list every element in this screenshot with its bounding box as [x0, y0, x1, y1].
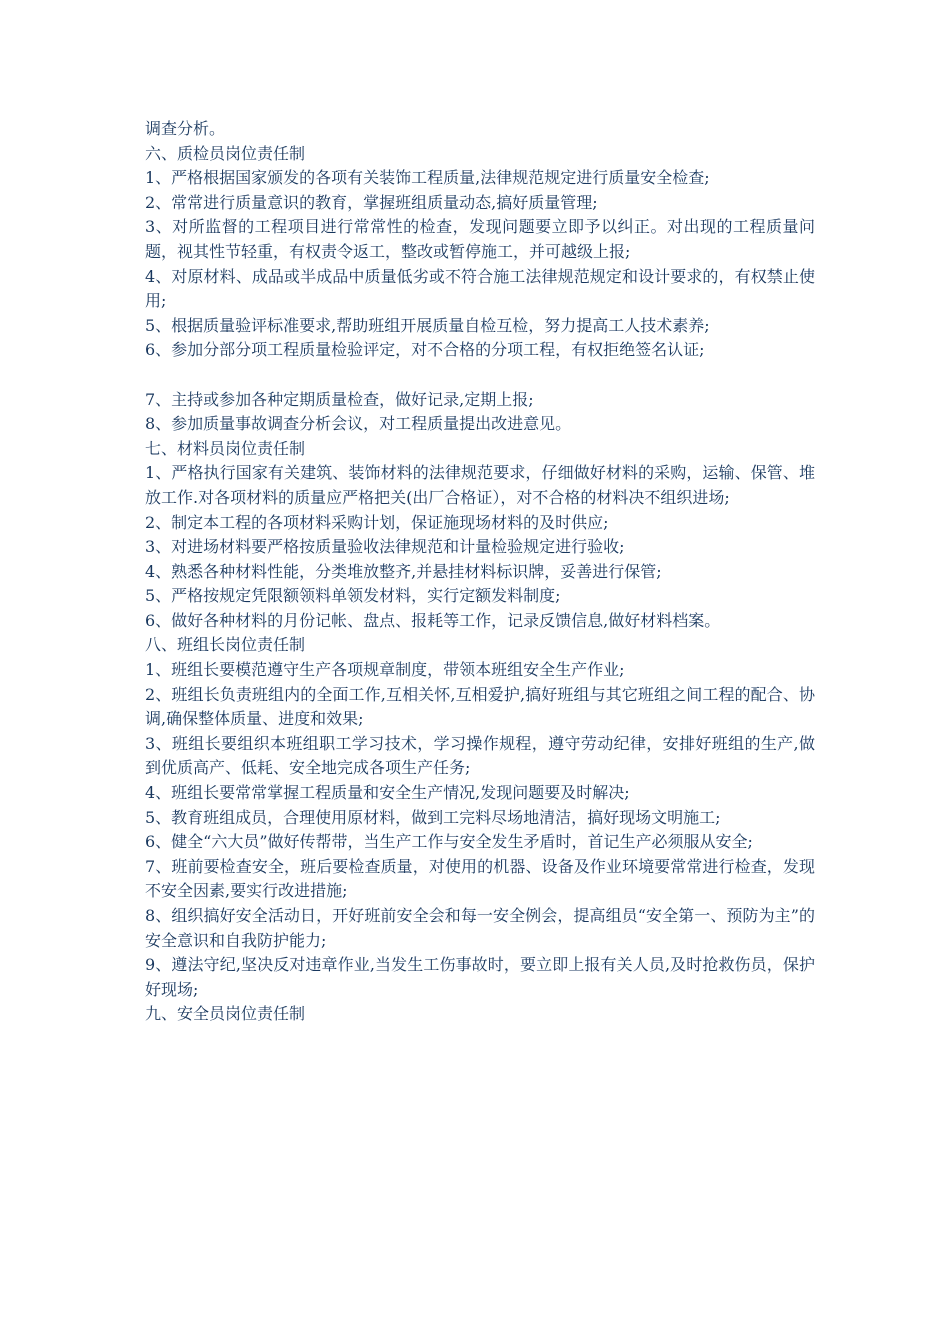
paragraph: 7、主持或参加各种定期质量检查，做好记录,定期上报;: [145, 389, 534, 409]
section-heading: 八、班组长岗位责任制: [145, 635, 306, 655]
paragraph: 5、严格按规定凭限额领料单领发材料，实行定额发料制度;: [145, 586, 561, 606]
paragraph: 6、健全“六大员”做好传帮带，当生产工作与安全发生矛盾时，首记生产必须服从安全;: [145, 832, 753, 852]
paragraph: 8、组织搞好安全活动日，开好班前安全会和每一安全例会，提高组员“安全第一、预防为主”的安全意识和自我防护能力;: [145, 906, 815, 950]
paragraph: 6、参加分部分项工程质量检验评定，对不合格的分项工程，有权拒绝签名认证;: [145, 340, 705, 360]
paragraph: 3、班组长要组织本班组职工学习技术，学习操作规程，遵守劳动纪律，安排好班组的生产,做到优质高产、低耗、安全地完成各项生产任务;: [145, 733, 815, 778]
section-heading: 七、材料员岗位责任制: [145, 438, 306, 458]
document-body: [145, 117, 815, 1027]
paragraph: 调查分析。: [145, 119, 226, 138]
paragraph: 4、对原材料、成品或半成品中质量低劣或不符合施工法律规范规定和设计要求的，有权禁止使用;: [145, 266, 815, 311]
paragraph: 1、严格根据国家颁发的各项有关装饰工程质量,法律规范规定进行质量安全检查;: [145, 168, 710, 188]
paragraph: 3、对所监督的工程项目进行常常性的检查，发现问题要立即予以纠正。对出现的工程质量问题，视其性节轻重，有权责令返工，整改或暂停施工，并可越级上报;: [145, 217, 815, 261]
paragraph: 6、做好各种材料的月份记帐、盘点、报耗等工作，记录反馈信息,做好材料档案。: [145, 610, 721, 630]
paragraph: 1、严格执行国家有关建筑、装饰材料的法律规范要求，仔细做好材料的采购，运输、保管、堆放工作.对各项材料的质量应严格把关(出厂合格证），对不合格的材料决不组织进场;: [145, 463, 815, 507]
paragraph: 2、常常进行质量意识的教育，掌握班组质量动态,搞好质量管理;: [145, 192, 598, 212]
paragraph: 2、制定本工程的各项材料采购计划，保证施现场材料的及时供应;: [145, 512, 609, 532]
paragraph: 5、教育班组成员，合理使用原材料，做到工完料尽场地清洁，搞好现场文明施工;: [145, 807, 721, 827]
paragraph: 5、根据质量验评标准要求,帮助班组开展质量自检互检，努力提高工人技术素养;: [145, 315, 710, 335]
paragraph: 4、班组长要常常掌握工程质量和安全生产情况,发现问题要及时解决;: [145, 783, 630, 803]
section-heading: 六、质检员岗位责任制: [145, 143, 306, 163]
section-heading: 九、安全员岗位责任制: [145, 1004, 306, 1024]
paragraph: 1、班组长要模范遵守生产各项规章制度，带领本班组安全生产作业;: [145, 660, 625, 680]
paragraph: 4、熟悉各种材料性能，分类堆放整齐,并悬挂材料标识牌，妥善进行保管;: [145, 561, 662, 581]
paragraph: 3、对进场材料要严格按质量验收法律规范和计量检验规定进行验收;: [145, 537, 625, 557]
paragraph: 7、班前要检查安全，班后要检查质量，对使用的机器、设备及作业环境要常常进行检查，发现不安全因素,要实行改进措施;: [145, 856, 815, 901]
paragraph: 2、班组长负责班组内的全面工作,互相关怀,互相爱护,搞好班组与其它班组之间工程的配合、协调,确保整体质量、进度和效果;: [145, 684, 815, 729]
paragraph: 8、参加质量事故调查分析会议，对工程质量提出改进意见。: [145, 414, 572, 434]
blank-line: [145, 363, 815, 388]
paragraph: 9、遵法守纪,坚决反对违章作业,当发生工伤事故时，要立即上报有关人员,及时抢救伤员，保护好现场;: [145, 955, 815, 999]
